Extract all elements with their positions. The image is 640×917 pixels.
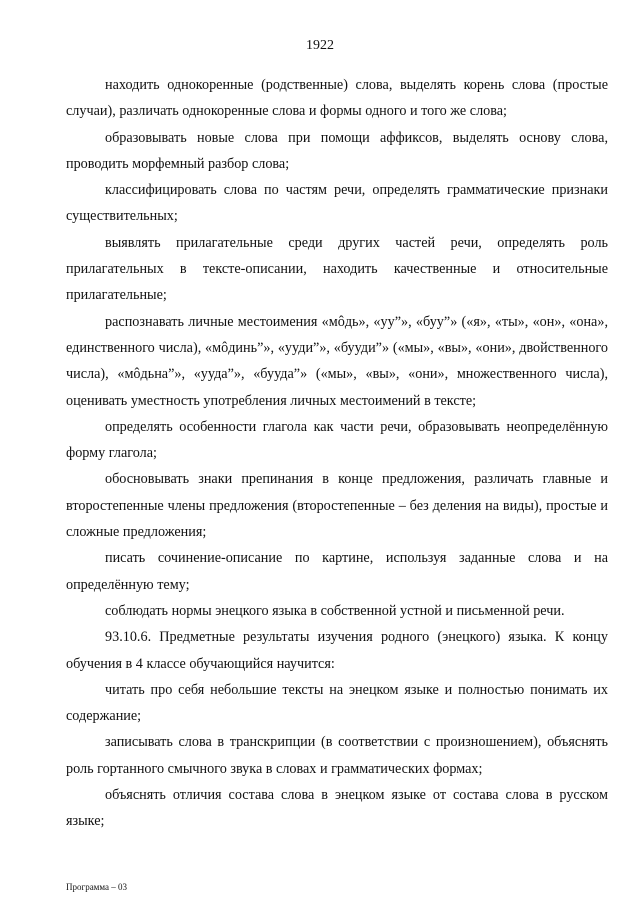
paragraph: соблюдать нормы энецкого языка в собственной устной и письменной речи. — [105, 602, 565, 619]
paragraph: образовывать новые слова при помощи аффиксов, выделять основу слова, проводить морфемный разбор слова; — [66, 129, 608, 172]
paragraph: распознавать личные местоимения «мôдь», «уу”», «буу”» («я», «ты», «он», «она», единственного числа), «мôдинь”», «ууди”», «бууди”» («мы», «вы», «они», двойственного числа), «мôдьна”», «ууда”», «бууда”» («мы», «вы», «они», множественного числа), оценивать уместность употребления личных местоимений в тексте; — [66, 313, 608, 409]
paragraph: обосновывать знаки препинания в конце предложения, различать главные и второстепенные члены предложения (второстепенные – без деления на виды), простые и сложные предложения; — [66, 471, 608, 541]
footer-label: Программа – 03 — [66, 882, 128, 892]
paragraph: выявлять прилагательные среди других частей речи, определять роль прилагательных в тексте-описании, находить качественные и относительные прилагательные; — [66, 234, 608, 304]
paragraph: читать про себя небольшие тексты на энецком языке и полностью понимать их содержание; — [66, 681, 608, 725]
paragraph: находить однокоренные (родственные) слова, выделять корень слова (простые случаи), различать однокоренные слова и формы одного и того же слова; — [66, 77, 608, 120]
paragraph: объяснять отличия состава слова в энецком языке от состава слова в русском языке; — [66, 787, 608, 830]
paragraph: писать сочинение-описание по картине, используя заданные слова и на определённую тему; — [66, 550, 608, 593]
paragraph: записывать слова в транскрипции (в соответствии с произношением), объяснять роль гортанного смычного звука в словах и грамматических формах; — [66, 734, 608, 777]
body-text — [66, 72, 608, 835]
paragraph: 93.10.6. Предметные результаты изучения родного (энецкого) языка. К концу обучения в 4 классе обучающийся научится: — [66, 629, 608, 672]
page-number: 1922 — [306, 38, 334, 53]
paragraph: определять особенности глагола как части речи, образовывать неопределённую форму глагола; — [66, 418, 608, 462]
paragraph: классифицировать слова по частям речи, определять грамматические признаки существительных; — [66, 182, 608, 225]
